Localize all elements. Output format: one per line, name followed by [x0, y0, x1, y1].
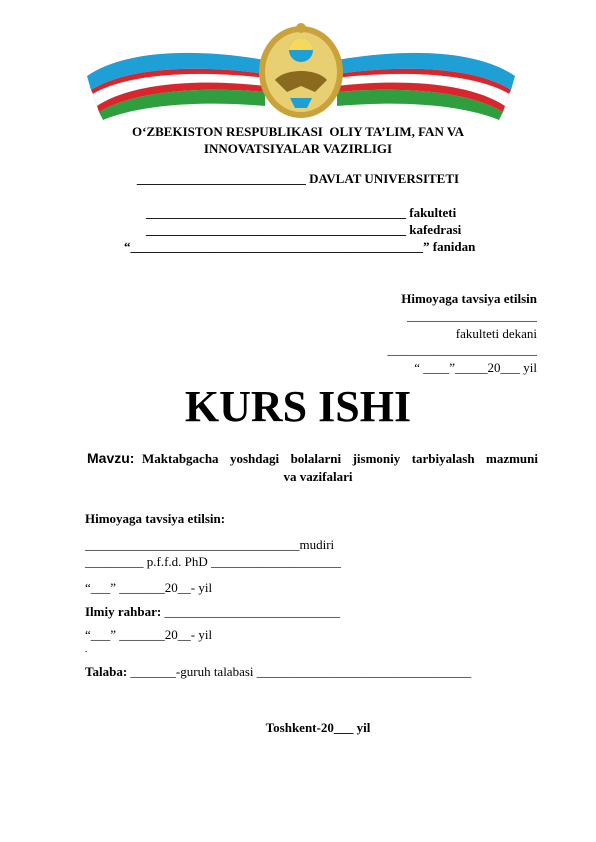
student-label: Talaba:	[85, 664, 128, 679]
city-year: Toshkent-20___ yil	[265, 720, 371, 735]
approval-date: “ ____”_____20___ yil	[414, 360, 537, 375]
advisor-row	[85, 604, 340, 620]
approval-line: ____________________	[407, 308, 537, 323]
university-line: __________________________ DAVLAT UNIVERSITETI	[136, 171, 460, 186]
advisor-line: ___________________________	[161, 604, 340, 619]
defense-date-1: “___” _______20__- yil	[85, 580, 213, 595]
phd-line: _________ p.f.f.d. PhD ____________________	[85, 554, 342, 569]
topic-text-line-2: va vazifalari	[283, 469, 353, 484]
subject-line: “_____________________________________________” fanidan	[124, 239, 476, 254]
ministry-line-2: INNOVATSIYALAR VAZIRLIGI	[203, 141, 393, 156]
student-row	[85, 664, 471, 680]
stray-dot: .	[85, 644, 88, 654]
approval-title: Himoyaga tavsiya etilsin	[401, 291, 537, 306]
ministry-line-1: O‘ZBEKISTON RESPUBLIKASI OLIY TA’LIM, FAN VA	[132, 124, 464, 139]
student-line: _______-guruh talabasi _________________________________	[127, 664, 472, 679]
dean-label: fakulteti dekani	[455, 326, 537, 341]
document-title: KURS ISHI	[184, 382, 412, 431]
defense-title: Himoyaga tavsiya etilsin:	[85, 511, 226, 526]
advisor-label: Ilmiy rahbar:	[85, 604, 162, 619]
dean-sign-line: _______________________	[387, 342, 537, 357]
defense-date-2: “___” _______20__- yil	[85, 627, 213, 642]
department-line: ________________________________________ kafedrasi	[146, 222, 462, 237]
topic-text-line-1: Maktabgacha yoshdagi bolalarni jismoniy tarbiyalash mazmuni	[142, 451, 538, 466]
topic-label: Mavzu:	[87, 450, 135, 466]
faculty-line: ________________________________________ fakulteti	[146, 205, 457, 220]
uzbekistan-emblem-logo	[85, 20, 517, 120]
department-head-line: _________________________________mudiri	[85, 537, 335, 552]
